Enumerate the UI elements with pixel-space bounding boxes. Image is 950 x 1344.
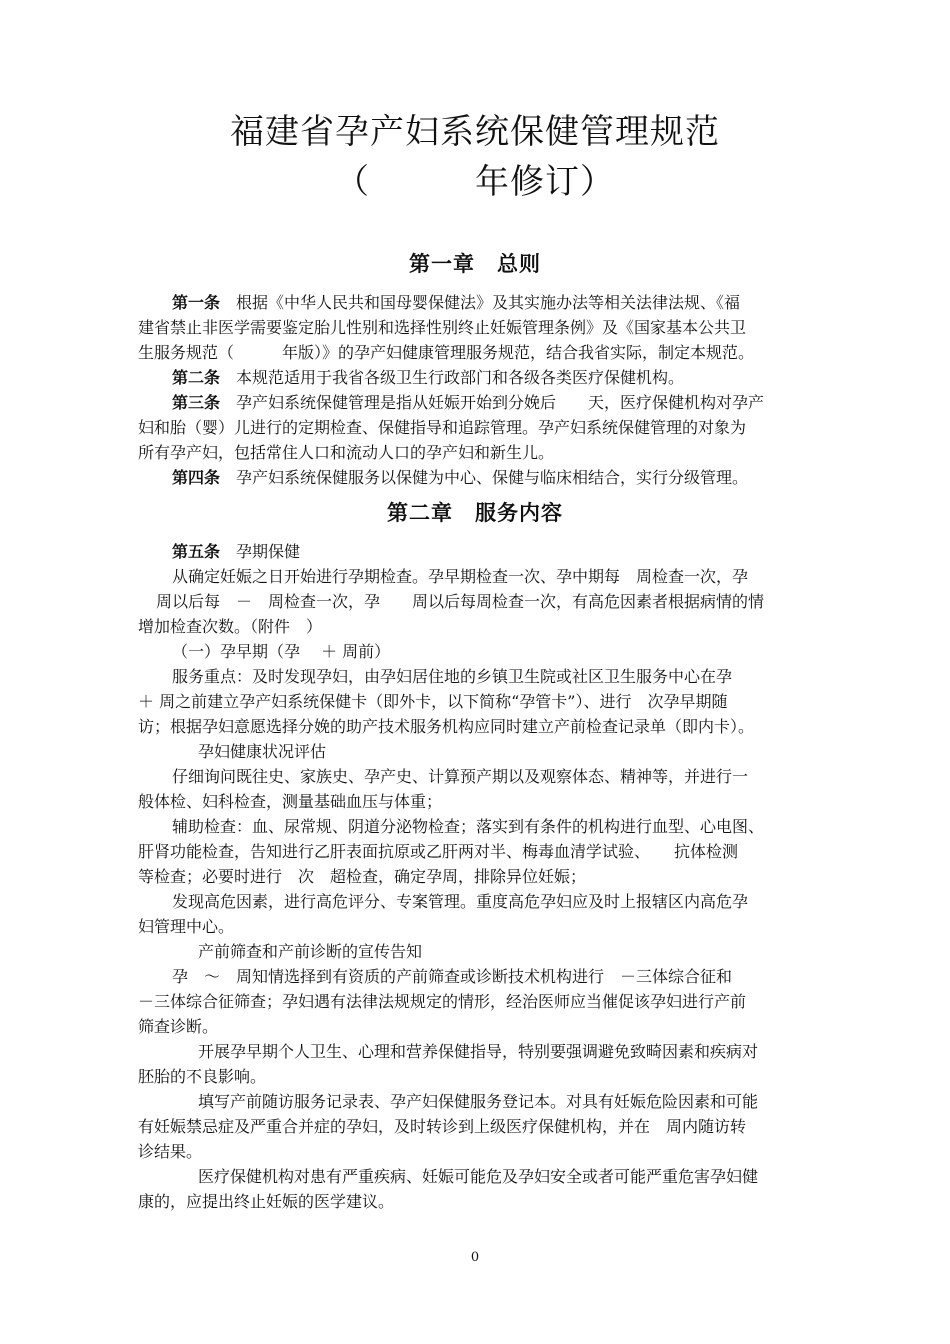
screening-line-1: 孕 ～ 周知情选择到有资质的产前筛查或诊断技术机构进行 －三体综合征和 bbox=[172, 967, 733, 986]
article-3-line-3: 所有孕产妇，包括常住人口和流动人口的孕产妇和新生儿。 bbox=[138, 443, 555, 462]
article-2-label: 第二条 bbox=[172, 368, 221, 387]
article-1-line-3: 生服务规范（ 年版）》的孕产妇健康管理服务规范，结合我省实际，制定本规范。 bbox=[138, 343, 755, 362]
article-3-text: 孕产妇系统保健管理是指从妊娠开始到分娩后 天，医疗保健机构对孕产 bbox=[220, 393, 765, 412]
auxiliary-exam-line-3: 等检查；必要时进行 次 超检查，确定孕周，排除异位妊娠； bbox=[138, 867, 587, 886]
page-number: 0 bbox=[470, 1250, 480, 1265]
document-subtitle: （ 年修订） bbox=[335, 162, 615, 202]
assessment-line-1: 仔细询问既往史、家族史、孕产史、计算预产期以及观察体态、精神等，并进行一 bbox=[172, 767, 749, 786]
article-5-label: 第五条 bbox=[172, 542, 221, 561]
prenatal-screening-title: 产前筛查和产前诊断的宣传告知 bbox=[198, 942, 423, 961]
schedule-line-1: 从确定妊娠之日开始进行孕期检查。孕早期检查一次、孕中期每 周检查一次，孕 bbox=[172, 567, 749, 586]
screening-line-3: 筛查诊断。 bbox=[138, 1017, 219, 1036]
auxiliary-exam-line-1: 辅助检查：血、尿常规、阴道分泌物检查；落实到有条件的机构进行血型、心电图、 bbox=[172, 817, 765, 836]
article-4-text: 孕产妇系统保健服务以保健为中心、保健与临床相结合，实行分级管理。 bbox=[220, 468, 749, 487]
high-risk-line-2: 妇管理中心。 bbox=[138, 917, 235, 936]
assessment-line-2: 般体检、妇科检查，测量基础血压与体重； bbox=[138, 792, 443, 811]
record-line-3: 诊结果。 bbox=[138, 1142, 203, 1161]
document-title: 福建省孕产妇系统保健管理规范 bbox=[230, 112, 720, 152]
guidance-line-1: 开展孕早期个人卫生、心理和营养保健指导，特别要强调避免致畸因素和疾病对 bbox=[198, 1042, 759, 1061]
article-4 bbox=[172, 468, 748, 488]
service-focus-line-2: ＋ 周之前建立孕产妇系统保健卡（即外卡，以下简称“孕管卡”）、进行 次孕早期随 bbox=[138, 692, 728, 711]
record-line-2: 有妊娠禁忌症及严重合并症的孕妇，及时转诊到上级医疗保健机构，并在 周内随访转 bbox=[138, 1117, 747, 1136]
article-3-label: 第三条 bbox=[172, 393, 221, 412]
article-4-label: 第四条 bbox=[172, 468, 221, 487]
section-early-pregnancy: （一）孕早期（孕 ＋ 周前） bbox=[172, 642, 391, 661]
auxiliary-exam-line-2: 肝肾功能检查，告知进行乙肝表面抗原或乙肝两对半、梅毒血清学试验、 抗体检测 bbox=[138, 842, 739, 861]
chapter-1-heading: 第一章 总则 bbox=[409, 251, 541, 276]
high-risk-line-1: 发现高危因素，进行高危评分、专案管理。重度高危孕妇应及时上报辖区内高危孕 bbox=[172, 892, 749, 911]
health-assessment-title: 孕妇健康状况评估 bbox=[198, 742, 327, 761]
termination-line-1: 医疗保健机构对患有严重疾病、妊娠可能危及孕妇安全或者可能严重危害孕妇健 bbox=[198, 1167, 759, 1186]
service-focus-line-3: 访；根据孕妇意愿选择分娩的助产技术服务机构应同时建立产前检查记录单（即内卡）。 bbox=[138, 717, 755, 736]
termination-line-2: 康的，应提出终止妊娠的医学建议。 bbox=[138, 1192, 395, 1211]
article-1-line-2: 建省禁止非医学需要鉴定胎儿性别和选择性别终止妊娠管理条例》及《国家基本公共卫 bbox=[138, 318, 747, 337]
article-5 bbox=[172, 542, 300, 562]
article-5-title: 孕期保健 bbox=[220, 542, 301, 561]
article-1-text: 根据《中华人民共和国母婴保健法》及其实施办法等相关法律法规、《福 bbox=[220, 293, 741, 312]
screening-line-2: －三体综合征筛查；孕妇遇有法律法规规定的情形，经治医师应当催促该孕妇进行产前 bbox=[138, 992, 747, 1011]
guidance-line-2: 胚胎的不良影响。 bbox=[138, 1067, 267, 1086]
service-focus-line-1: 服务重点：及时发现孕妇，由孕妇居住地的乡镇卫生院或社区卫生服务中心在孕 bbox=[172, 667, 733, 686]
article-1-label: 第一条 bbox=[172, 293, 221, 312]
article-2 bbox=[172, 368, 684, 388]
record-line-1: 填写产前随访服务记录表、孕产妇保健服务登记本。对具有妊娠危险因素和可能 bbox=[198, 1092, 759, 1111]
article-3-line-2: 妇和胎（婴）儿进行的定期检查、保健指导和追踪管理。孕产妇系统保健管理的对象为 bbox=[138, 418, 747, 437]
chapter-2-heading: 第二章 服务内容 bbox=[387, 500, 563, 525]
article-2-text: 本规范适用于我省各级卫生行政部门和各级各类医疗保健机构。 bbox=[220, 368, 685, 387]
schedule-line-2: 周以后每 － 周检查一次，孕 周以后每周检查一次，有高危因素者根据病情的情 bbox=[156, 592, 765, 611]
schedule-line-3: 增加检查次数。（附件 ） bbox=[138, 617, 323, 636]
article-3 bbox=[172, 393, 764, 413]
article-1 bbox=[172, 293, 740, 313]
